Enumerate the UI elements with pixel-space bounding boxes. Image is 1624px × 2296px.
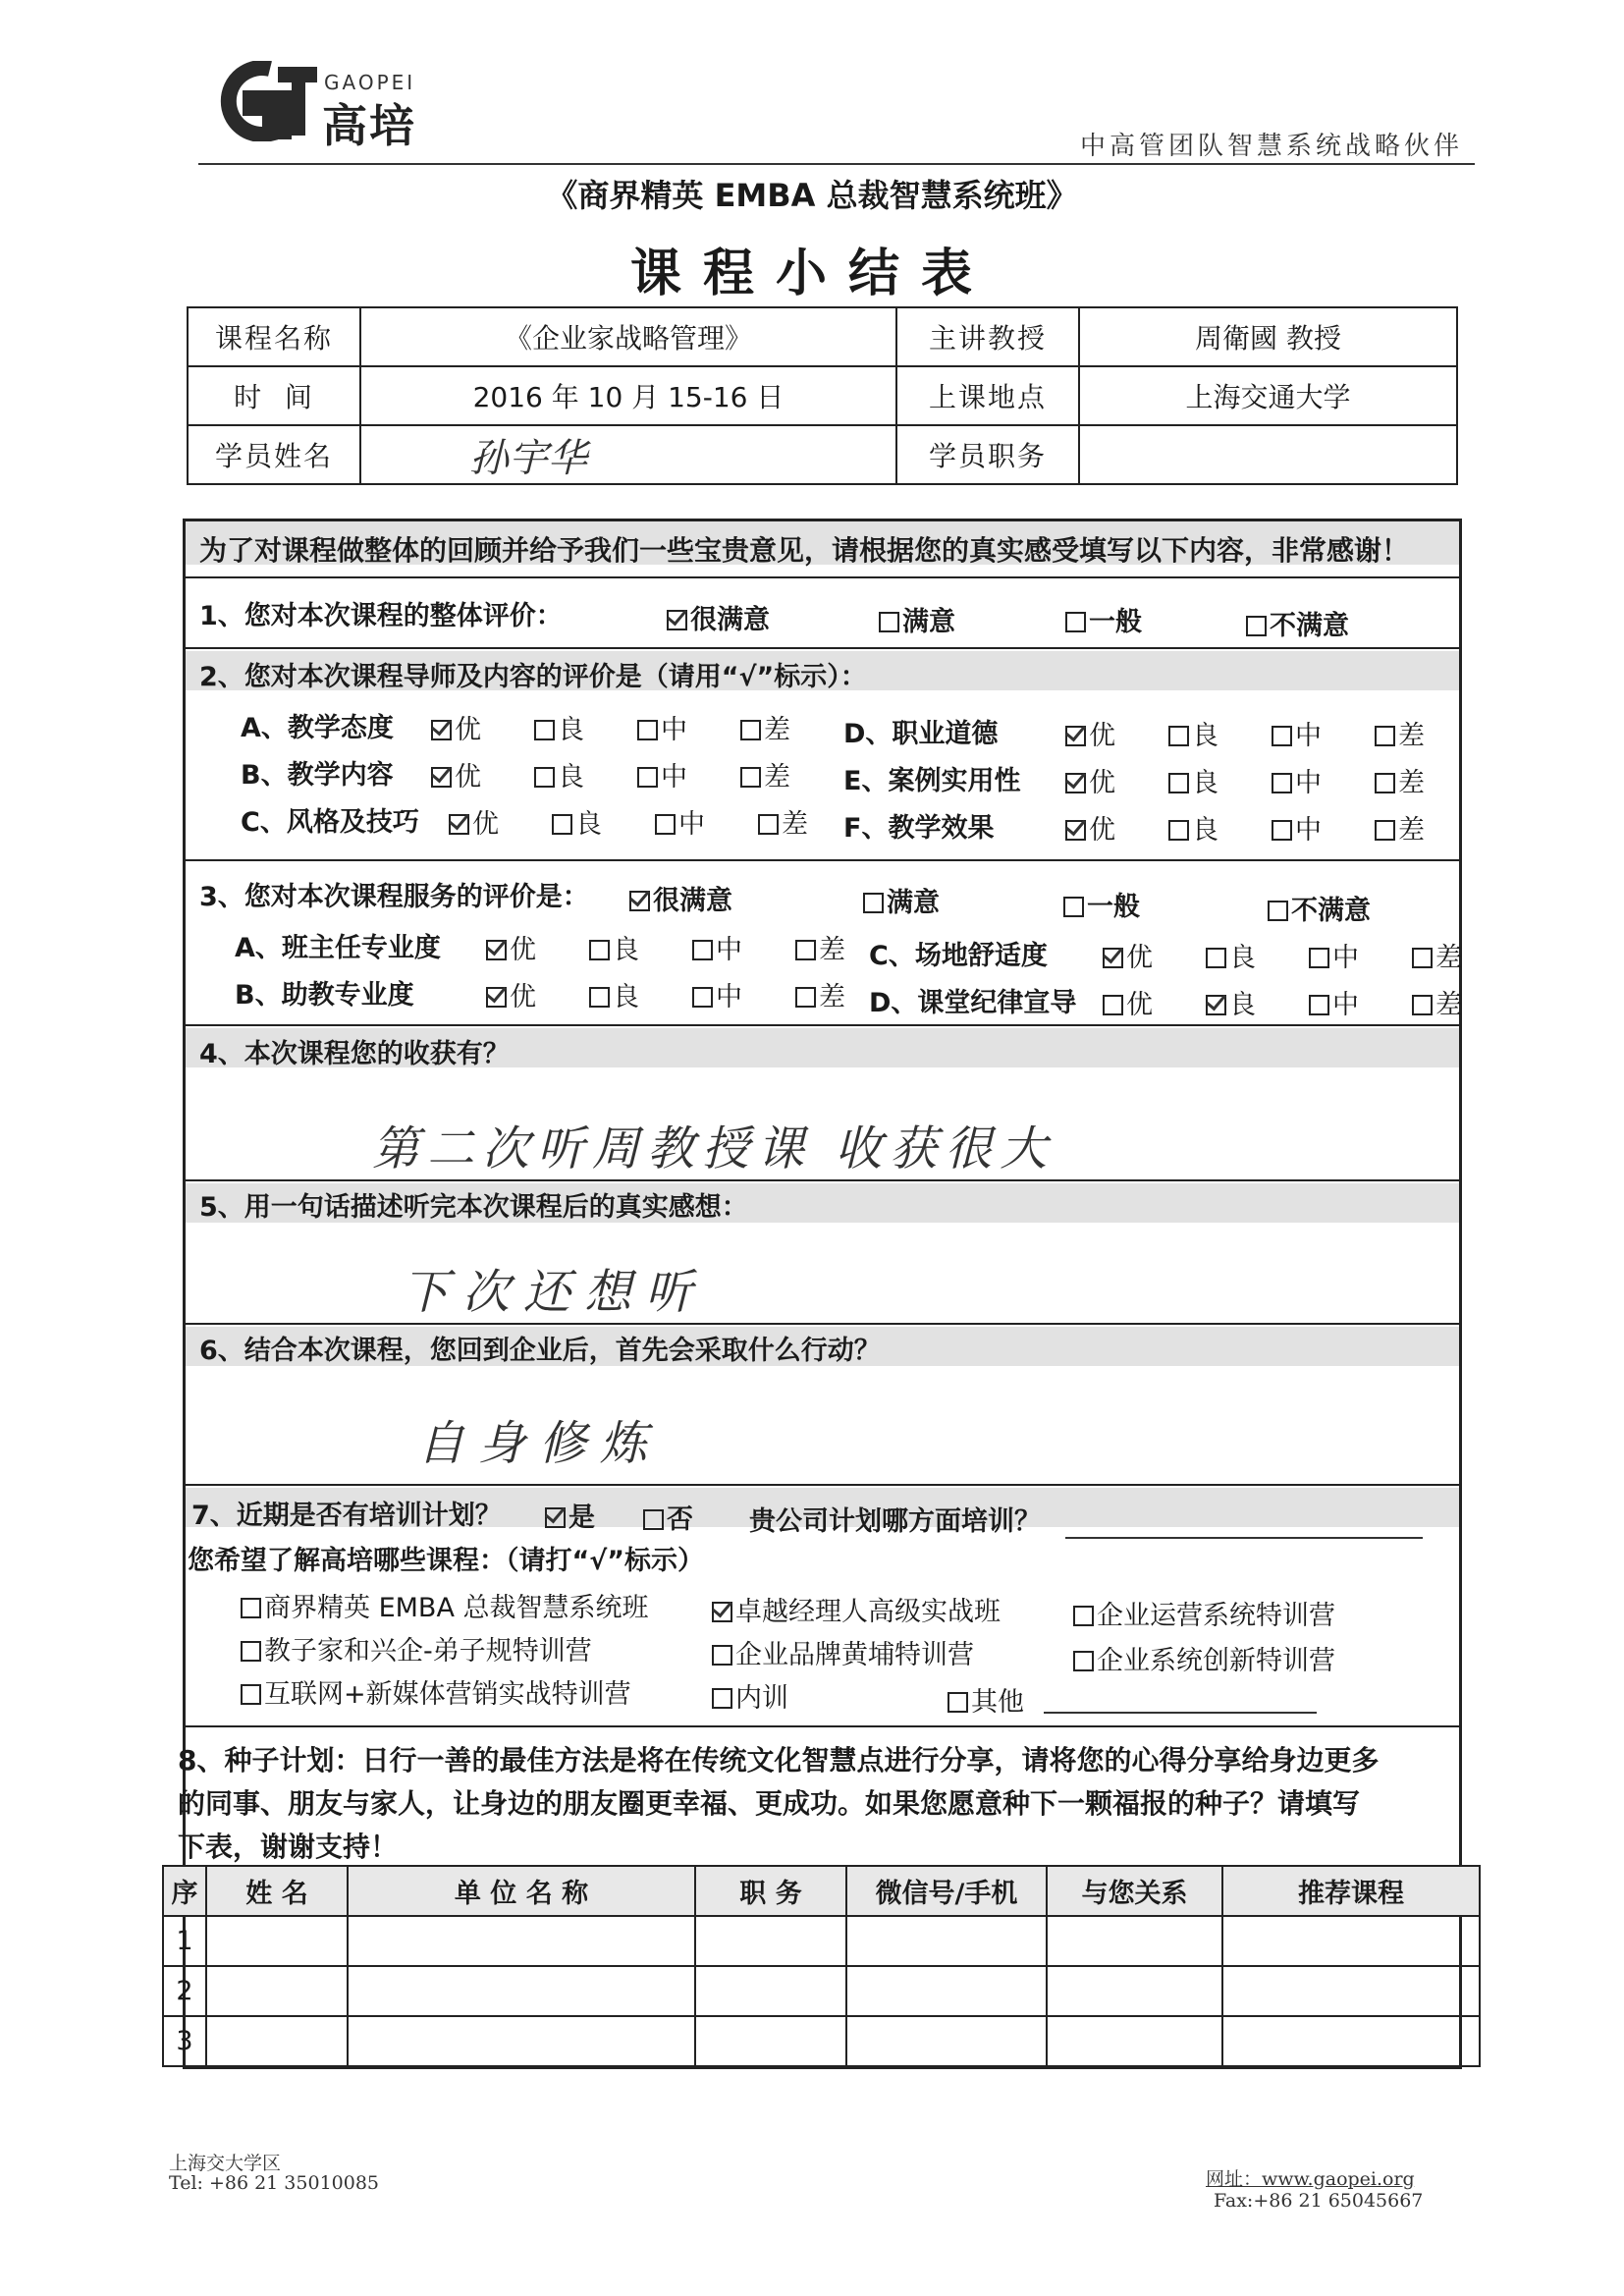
col-header-no: 序 xyxy=(163,1866,206,1916)
checkbox-icon[interactable] xyxy=(589,940,610,960)
course-option-7[interactable]: 互联网+新媒体营销实战特训营 xyxy=(241,1672,631,1711)
checkbox-checked-icon[interactable] xyxy=(449,814,469,835)
table-cell[interactable] xyxy=(846,1966,1047,2016)
survey-section xyxy=(171,519,1462,2069)
row-number: 3 xyxy=(163,2016,206,2066)
checkbox-icon[interactable] xyxy=(692,987,713,1008)
q3-item-a-label: A、班主任专业度 xyxy=(235,933,441,963)
q4-label: 4、本次课程您的收获有？ xyxy=(199,1039,510,1069)
course-option-3[interactable]: 企业运营系统特训营 xyxy=(1073,1594,1335,1632)
checkbox-icon[interactable] xyxy=(1168,773,1189,793)
checkbox-icon[interactable] xyxy=(241,1598,261,1618)
table-row xyxy=(163,2016,1480,2066)
q1-option-4[interactable]: 不满意 xyxy=(1246,604,1349,642)
course-name-value[interactable]: 《企业家战略管理》 xyxy=(360,307,896,366)
checkbox-checked-icon[interactable] xyxy=(1206,995,1226,1015)
program-subtitle: 《商界精英 EMBA 总裁智慧系统班》 xyxy=(546,177,1078,214)
position-value[interactable] xyxy=(1079,425,1457,484)
slogan: 中高管团队智慧系统战略伙伴 xyxy=(1080,132,1464,161)
course-info-table xyxy=(187,306,1458,485)
q7-wish-label: 您希望了解高培哪些课程：（请打“√”标示） xyxy=(188,1546,704,1576)
logo-text-cn: 高培 xyxy=(322,99,416,152)
col-header-relation: 与您关系 xyxy=(1047,1866,1222,1916)
checkbox-icon[interactable] xyxy=(1063,897,1084,917)
course-option-4[interactable]: 教子家和兴企-弟子规特训营 xyxy=(241,1629,592,1667)
q5-label: 5、用一句话描述听完本次课程后的真实感想： xyxy=(199,1192,748,1223)
checkbox-icon[interactable] xyxy=(795,940,816,960)
checkbox-icon[interactable] xyxy=(637,720,658,740)
q7-no[interactable]: 否 xyxy=(643,1498,693,1536)
survey-intro: 为了对课程做整体的回顾并给予我们一些宝贵意见，请根据您的真实感受填写以下内容，非常感谢！ xyxy=(199,534,1410,567)
q7-yes[interactable]: 是 xyxy=(545,1496,595,1534)
table-cell[interactable] xyxy=(206,1916,348,1966)
checkbox-icon[interactable] xyxy=(637,767,658,788)
q3-label: 3、您对本次课程服务的评价是： xyxy=(199,882,589,912)
checkbox-icon[interactable] xyxy=(534,720,555,740)
q7-plan-question: 贵公司计划哪方面培训？ xyxy=(749,1506,1041,1537)
q3-item-b-label: B、助教专业度 xyxy=(235,980,414,1011)
col-header-wechat: 微信号/手机 xyxy=(846,1866,1047,1916)
checkbox-icon[interactable] xyxy=(1065,612,1086,632)
checkbox-checked-icon[interactable] xyxy=(712,1602,732,1622)
table-cell[interactable] xyxy=(695,1916,846,1966)
table-cell[interactable] xyxy=(1047,1916,1222,1966)
checkbox-icon[interactable] xyxy=(1309,995,1329,1015)
time-label: 时 间 xyxy=(188,366,360,425)
checkbox-icon[interactable] xyxy=(1073,1651,1094,1671)
q2-item-c-label: C、风格及技巧 xyxy=(241,807,419,838)
q2-item-b-rating[interactable]: 优 良 中 差 xyxy=(431,755,790,793)
checkbox-icon[interactable] xyxy=(1103,995,1123,1015)
footer-tel: Tel: +86 21 35010085 xyxy=(169,2172,380,2194)
checkbox-icon[interactable] xyxy=(740,767,761,788)
checkbox-icon[interactable] xyxy=(552,814,572,835)
q2-item-e-rating[interactable]: 优 良 中 差 xyxy=(1065,761,1425,799)
table-cell[interactable] xyxy=(1047,2016,1222,2066)
professor-value[interactable]: 周衛國 教授 xyxy=(1079,307,1457,366)
course-option-8[interactable]: 内训 xyxy=(712,1676,788,1715)
q1-option-3[interactable]: 一般 xyxy=(1065,600,1142,638)
footer-fax: Fax:+86 21 65045667 xyxy=(1214,2190,1424,2212)
q3-option-1[interactable]: 很满意 xyxy=(629,879,732,917)
table-cell[interactable] xyxy=(1222,1966,1480,2016)
checkbox-checked-icon[interactable] xyxy=(1065,773,1086,793)
course-name-label: 课程名称 xyxy=(188,307,360,366)
checkbox-icon[interactable] xyxy=(758,814,779,835)
q3-option-3[interactable]: 一般 xyxy=(1063,885,1140,923)
row-number: 1 xyxy=(163,1916,206,1966)
gaopei-logo xyxy=(201,61,324,141)
professor-label: 主讲教授 xyxy=(896,307,1079,366)
course-option-9[interactable]: 其他 xyxy=(947,1680,1024,1719)
table-cell[interactable] xyxy=(846,2016,1047,2066)
q2-item-d-rating[interactable]: 优 良 中 差 xyxy=(1065,714,1425,752)
checkbox-checked-icon[interactable] xyxy=(1103,948,1123,968)
table-cell[interactable] xyxy=(348,2016,695,2066)
q1-option-2[interactable]: 满意 xyxy=(879,600,955,638)
table-row xyxy=(163,1966,1480,2016)
checkbox-icon[interactable] xyxy=(643,1509,664,1530)
q3-item-a-rating[interactable]: 优 良 中 差 xyxy=(486,928,845,966)
table-cell[interactable] xyxy=(348,1966,695,2016)
footer-website[interactable]: 网址：www.gaopei.org xyxy=(1206,2168,1415,2190)
checkbox-icon[interactable] xyxy=(1272,773,1292,793)
time-value[interactable]: 2016 年 10 月 15-16 日 xyxy=(360,366,896,425)
checkbox-checked-icon[interactable] xyxy=(431,720,452,740)
form-title: 课程小结表 xyxy=(629,245,994,303)
q5-answer[interactable]: 下次还想听 xyxy=(402,1265,707,1320)
checkbox-icon[interactable] xyxy=(1412,948,1433,968)
location-label: 上课地点 xyxy=(896,366,1079,425)
q3-item-d-rating[interactable]: 优 良 中 差 xyxy=(1103,983,1462,1021)
course-option-5[interactable]: 企业品牌黄埔特训营 xyxy=(712,1633,974,1671)
logo-text-en: GAOPEI xyxy=(324,71,416,94)
checkbox-icon[interactable] xyxy=(1272,820,1292,841)
q3-option-4[interactable]: 不满意 xyxy=(1268,889,1371,927)
q1-option-1[interactable]: 很满意 xyxy=(667,598,770,636)
q2-item-f-rating[interactable]: 优 良 中 差 xyxy=(1065,808,1425,847)
checkbox-icon[interactable] xyxy=(1206,948,1226,968)
checkbox-icon[interactable] xyxy=(712,1688,732,1709)
table-cell[interactable] xyxy=(348,1916,695,1966)
checkbox-checked-icon[interactable] xyxy=(545,1507,566,1528)
table-cell[interactable] xyxy=(1222,1916,1480,1966)
q3-item-b-rating[interactable]: 优 良 中 差 xyxy=(486,975,845,1013)
q1-label: 1、您对本次课程的整体评价： xyxy=(199,601,563,631)
checkbox-checked-icon[interactable] xyxy=(486,987,507,1008)
checkbox-icon[interactable] xyxy=(1073,1606,1094,1626)
checkbox-icon[interactable] xyxy=(1268,901,1288,921)
q8-text-1: 8、种子计划：日行一善的最佳方法是将在传统文化智慧点进行分享，请将您的心得分享给身边更多 xyxy=(178,1744,1380,1777)
table-cell[interactable] xyxy=(206,1966,348,2016)
checkbox-icon[interactable] xyxy=(1375,773,1395,793)
col-header-course: 推荐课程 xyxy=(1222,1866,1480,1916)
row-number: 2 xyxy=(163,1966,206,2016)
table-cell[interactable] xyxy=(846,1916,1047,1966)
header-divider xyxy=(198,163,1475,165)
checkbox-checked-icon[interactable] xyxy=(1065,820,1086,841)
checkbox-icon[interactable] xyxy=(712,1645,732,1666)
col-header-position: 职 务 xyxy=(695,1866,846,1916)
q2-item-a-label: A、教学态度 xyxy=(241,713,394,743)
q3-item-c-label: C、场地舒适度 xyxy=(869,941,1048,971)
checkbox-icon[interactable] xyxy=(1272,726,1292,746)
checkbox-icon[interactable] xyxy=(655,814,676,835)
student-name-label: 学员姓名 xyxy=(188,425,360,484)
q3-option-2[interactable]: 满意 xyxy=(863,881,940,919)
q7-label: 7、近期是否有培训计划？ xyxy=(191,1501,502,1531)
checkbox-icon[interactable] xyxy=(740,720,761,740)
checkbox-icon[interactable] xyxy=(692,940,713,960)
checkbox-checked-icon[interactable] xyxy=(1065,726,1086,746)
checkbox-icon[interactable] xyxy=(863,893,884,913)
checkbox-icon[interactable] xyxy=(879,612,899,632)
table-cell[interactable] xyxy=(695,1966,846,2016)
col-header-company: 单 位 名 称 xyxy=(348,1866,695,1916)
q3-item-d-label: D、课堂纪律宣导 xyxy=(869,988,1077,1018)
checkbox-icon[interactable] xyxy=(1375,820,1395,841)
checkbox-icon[interactable] xyxy=(1412,995,1433,1015)
checkbox-checked-icon[interactable] xyxy=(431,767,452,788)
checkbox-icon[interactable] xyxy=(795,987,816,1008)
q2-item-d-label: D、职业道德 xyxy=(843,719,999,749)
location-value[interactable]: 上海交通大学 xyxy=(1079,366,1457,425)
checkbox-checked-icon[interactable] xyxy=(667,610,687,630)
table-cell[interactable] xyxy=(206,2016,348,2066)
q4-answer[interactable]: 第二次听周教授课 收获很大 xyxy=(372,1121,1056,1176)
seed-plan-table xyxy=(162,1865,1481,2067)
q3-item-c-rating[interactable]: 优 良 中 差 xyxy=(1103,936,1462,974)
table-cell[interactable] xyxy=(1047,1966,1222,2016)
q6-answer[interactable]: 自身修炼 xyxy=(417,1416,662,1471)
checkbox-icon[interactable] xyxy=(1375,726,1395,746)
checkbox-icon[interactable] xyxy=(589,987,610,1008)
checkbox-icon[interactable] xyxy=(1309,948,1329,968)
checkbox-icon[interactable] xyxy=(1246,616,1267,636)
student-name-value[interactable]: 孙宇华 xyxy=(360,425,896,484)
q2-item-b-label: B、教学内容 xyxy=(241,760,394,791)
col-header-name: 姓 名 xyxy=(206,1866,348,1916)
q2-item-e-label: E、案例实用性 xyxy=(843,766,1021,796)
q7-plan-answer-line[interactable] xyxy=(1065,1537,1423,1539)
checkbox-icon[interactable] xyxy=(1168,726,1189,746)
q8-text-2: 的同事、朋友与家人，让身边的朋友圈更幸福、更成功。如果您愿意种下一颗福报的种子？请填写 xyxy=(178,1787,1361,1820)
q2-item-c-rating[interactable]: 优 良 中 差 xyxy=(449,802,808,841)
checkbox-icon[interactable] xyxy=(241,1684,261,1705)
position-label: 学员职务 xyxy=(896,425,1079,484)
checkbox-icon[interactable] xyxy=(241,1641,261,1662)
footer-campus: 上海交大学区 xyxy=(169,2153,282,2174)
course-option-2[interactable]: 卓越经理人高级实战班 xyxy=(712,1590,1001,1628)
other-course-line[interactable] xyxy=(1044,1712,1317,1714)
checkbox-icon[interactable] xyxy=(534,767,555,788)
checkbox-icon[interactable] xyxy=(947,1692,968,1713)
q6-label: 6、结合本次课程，您回到企业后，首先会采取什么行动？ xyxy=(199,1336,881,1366)
checkbox-checked-icon[interactable] xyxy=(629,891,650,911)
q2-item-a-rating[interactable]: 优 良 中 差 xyxy=(431,708,790,746)
course-option-1[interactable]: 商界精英 EMBA 总裁智慧系统班 xyxy=(241,1586,649,1624)
course-option-6[interactable]: 企业系统创新特训营 xyxy=(1073,1639,1335,1677)
q2-label: 2、您对本次课程导师及内容的评价是（请用“√”标示）： xyxy=(199,662,867,692)
checkbox-icon[interactable] xyxy=(1168,820,1189,841)
checkbox-checked-icon[interactable] xyxy=(486,940,507,960)
table-row xyxy=(163,1916,1480,1966)
q2-item-f-label: F、教学效果 xyxy=(843,813,995,844)
q8-text-3: 下表，谢谢支持！ xyxy=(178,1831,399,1863)
table-cell[interactable] xyxy=(1222,2016,1480,2066)
table-cell[interactable] xyxy=(695,2016,846,2066)
